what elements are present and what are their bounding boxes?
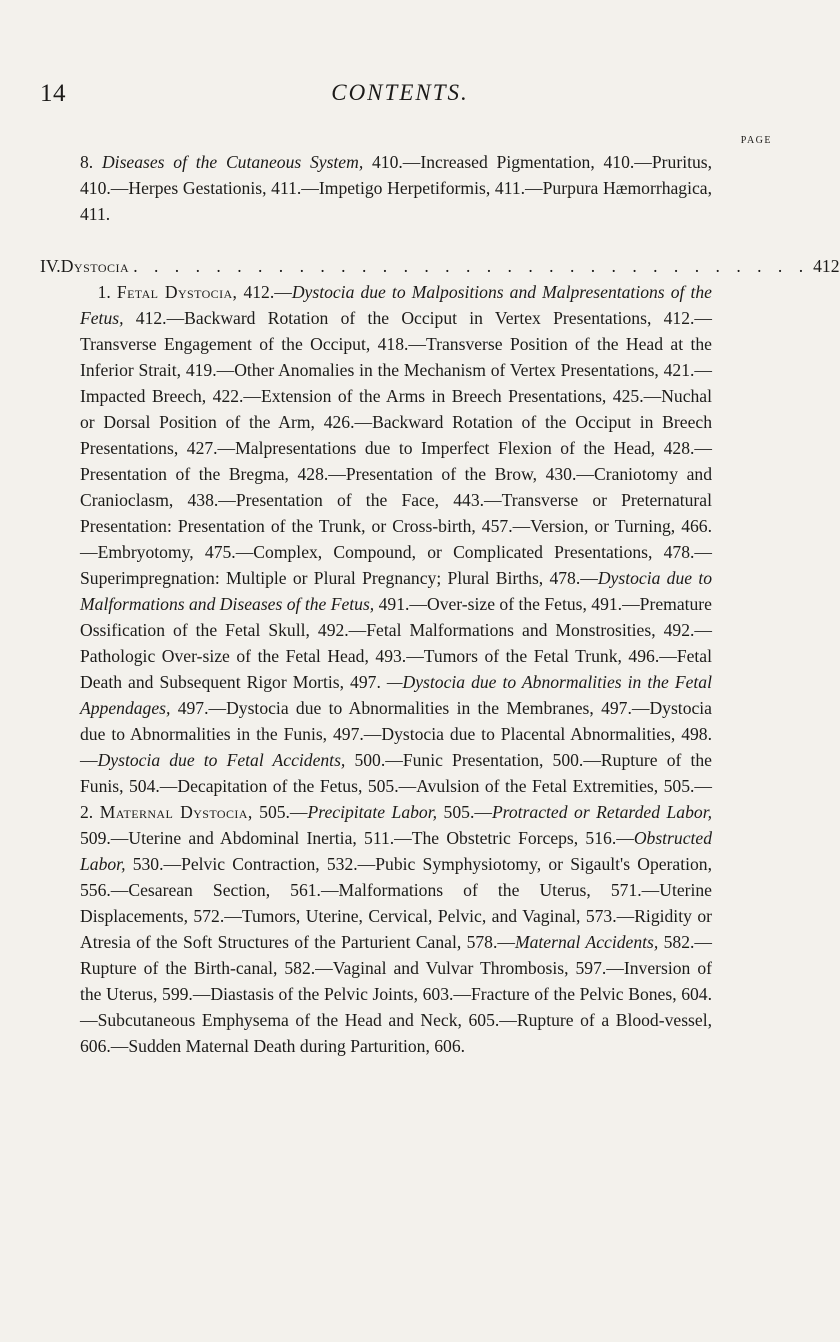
item-5-title: Maternal Dystocia, [99, 802, 253, 822]
item-3-text: 497.—Dystocia due to Abnormalities in the Membranes, 497.—Dystocia due to Abnormalities in the Funis, 497.—Dystocia due to Placental Abnormalities, 498.— [80, 698, 712, 770]
leader-dots: . . . . . . . . . . . . . . . . . . . . . . . . . . . . . . . . . [133, 256, 810, 276]
item-1-italic: Dystocia due to Malpositions and Malpresentations of the Fetus, [80, 282, 712, 328]
item-1-page: 412.— [243, 282, 292, 302]
item-1-title: Fetal Dystocia, [116, 282, 238, 302]
item-5-text: 505.— [443, 802, 492, 822]
subsection-number: 8. [80, 152, 94, 172]
item-8-italic: Maternal Accidents, [514, 932, 659, 952]
subsection-text: 410.—Increased Pigmentation, 410.—Pruritus, 410.—Herpes Gestationis, 411.—Impetigo Herpetiformis, 411.—Purpura Hæmorrhagica, 411. [80, 152, 713, 224]
section-numeral: IV. [40, 256, 61, 276]
page-header [40, 80, 760, 120]
item-3-italic: —Dystocia due to Abnormalities in the Fetal Appendages, [80, 672, 712, 718]
item-5-page: 505.— [259, 802, 308, 822]
item-4-text: 500.—Funic Presentation, 500.—Rupture of the Funis, 504.—Decapitation of the Fetus, 505.—Avulsion of the Fetal Extremities, 505.—2. [80, 750, 712, 822]
running-title: CONTENTS. [331, 80, 469, 105]
item-8-text: 582.—Rupture of the Birth-canal, 582.—Vaginal and Vulvar Thrombosis, 597.—Inversion of the Uterus, 599.—Diastasis of the Pelvic Joints, 603.—Fracture of the Pelvic Bones, 604.—Subcutaneous Emphysema of the Head and Neck, 605.—Rupture of a Blood-vessel, 606.—Sudden Maternal Death during Parturition, 606. [80, 932, 712, 1056]
item-7-italic: Obstructed Labor, [80, 828, 712, 874]
section-title: Dystocia [60, 256, 130, 276]
subsection-8 [80, 149, 712, 227]
item-5-italic: Precipitate Labor, [307, 802, 438, 822]
item-7-text: 530.—Pelvic Contraction, 532.—Pubic Symphysiotomy, or Sigault's Operation, 556.—Cesarean Section, 561.—Malformations of the Uterus, 571.—Uterine Displacements, 572.—Tumors, Uterine, Cervical, Pelvic, and Vaginal, 573.—Rigidity or Atresia of the Soft Structures of the Parturient Canal, 578.— [80, 854, 712, 952]
item-1-number: 1. [97, 282, 111, 302]
item-1-text: 412.—Backward Rotation of the Occiput in Vertex Presentations, 412.—Transverse Engagement of the Occiput, 418.—Transverse Position of the Head at the Inferior Strait, 419.—Other Anomalies in the Mechanism of Vertex Presentations, 421.—Impacted Breech, 422.—Extension of the Arms in Breech Presentations, 425.—Nuchal or Dorsal Position of the Arm, 426.—Backward Rotation of the Occiput in Breech Presentations, 427.—Malpresentations due to Imperfect Flexion of the Head, 428.—Presentation of the Bregma, 428.—Presentation of the Brow, 430.—Craniotomy and Cranioclasm, 438.—Presentation of the Face, 443.—Transverse or Preternatural Presentation: Presentation of the Trunk, or Cross-birth, 457.—Version, or Turning, 466.—Embryotomy, 475.—Complex, Compound, or Complicated Presentations, 478.—Superimpregnation: Multiple or Plural Pregnancy; Plural Births, 478.— [80, 308, 712, 588]
section-page: 412 [813, 256, 840, 276]
section-iv-heading [40, 253, 840, 279]
item-2-text: 491.—Over-size of the Fetus, 491.—Premature Ossification of the Fetal Skull, 492.—Fetal Malformations and Monstrosities, 492.—Pathologic Over-size of the Fetal Head, 493.—Tumors of the Fetal Trunk, 496.—Fetal Death and Subsequent Rigor Mortis, 497. [80, 594, 712, 692]
subsection-title: Diseases of the Cutaneous System, [101, 152, 364, 172]
item-6-italic: Protracted or Retarded Labor, [491, 802, 712, 822]
page-column-label: PAGE [740, 135, 772, 146]
item-4-italic: Dystocia due to Fetal Accidents, [97, 750, 346, 770]
section-iv-contents [80, 279, 712, 1059]
item-2-italic: Dystocia due to Malformations and Diseases of the Fetus, [80, 568, 712, 614]
item-6-text: 509.—Uterine and Abdominal Inertia, 511.—The Obstetric Forceps, 516.— [80, 828, 634, 848]
page-number: 14 [40, 80, 66, 107]
